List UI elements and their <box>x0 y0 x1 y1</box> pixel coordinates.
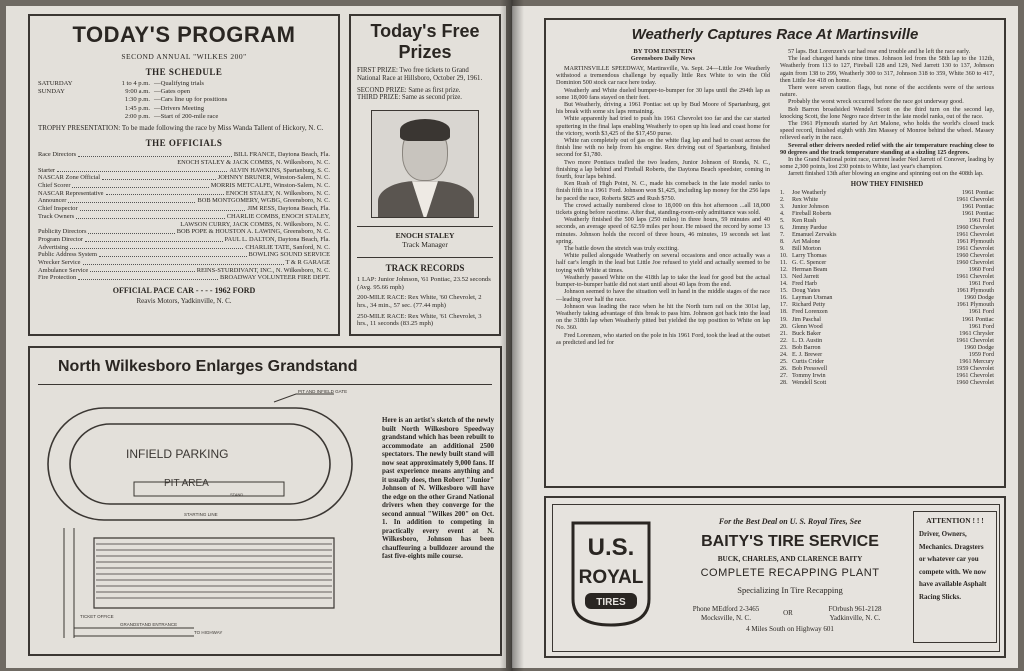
svg-text:U.S.: U.S. <box>587 534 635 561</box>
finisher-row <box>780 302 994 309</box>
finisher-name: G. C. Spencer <box>792 260 827 267</box>
grandstand-title: North Wilkesboro Enlarges Grandstand <box>58 358 358 375</box>
program-title: TODAY'S PROGRAM <box>72 22 296 47</box>
finisher-name: Jim Paschal <box>792 316 821 323</box>
schedule-day: SATURDAY <box>38 80 73 87</box>
photo-title: Track Manager <box>402 240 448 250</box>
official-role: NASCAR Representative <box>38 189 104 197</box>
finisher-row <box>780 190 994 197</box>
article-paragraph: Weatherly and White dueled bumper-to-bumper for 30 laps until the 294th lap as some 18,000 fans stayed on their feet. <box>556 86 770 101</box>
article-paragraph: White apparently had tried to push his 1961 Chevrolet too far and the car started sputtering in the final laps enabling Weatherly to open up his lead and coast home for the victory, worth $3,425 of the $17,450 purse. <box>556 115 770 137</box>
finisher-car: 1961 Pontiac <box>962 316 994 323</box>
finisher-car: 1961 Plymouth <box>956 288 994 295</box>
official-role: Race Directors <box>38 151 77 159</box>
finisher-row <box>780 338 994 345</box>
article-paragraph: 57 laps. But Lorenzen's car had rear end trouble and he left the race early. <box>788 48 971 55</box>
pace-dealer: Reavis Motors, Yadkinville, N. C. <box>136 297 232 306</box>
attention-text: Driver, Owners, Mechanics. Dragsters or whatever car you compete with. We now have available Asphalt Racing Slicks. <box>919 530 987 601</box>
finisher-name: Doug Yates <box>792 288 821 295</box>
article-paragraph: In the Grand National point race, current leader Ned Jarrett of Conover, leading by some 2,300 points, lost 230 points to White, last year's champion. <box>780 156 994 171</box>
finisher-row <box>780 281 994 288</box>
finisher-row <box>780 288 994 295</box>
official-role: Chief Inspector <box>38 205 78 213</box>
finisher-row <box>780 197 994 204</box>
official-role: Ambulance Service <box>38 266 89 274</box>
finisher-row <box>780 352 994 359</box>
finisher-car: 1961 Ford <box>968 217 994 224</box>
finisher-name: Curtis Crider <box>792 358 824 365</box>
official-row <box>38 221 330 229</box>
finisher-name: Fireball Roberts <box>792 210 832 217</box>
finisher-pos: 7. <box>780 231 785 238</box>
record-1: 1 LAP: Junior Johnson, '61 Pontiac, 23.52 seconds (Avg. 95.66 mph) <box>357 276 491 291</box>
schedule-row <box>38 105 330 113</box>
official-row <box>38 228 330 236</box>
official-role: NASCAR Zone Official <box>38 174 101 182</box>
schedule-day <box>38 113 116 121</box>
official-name: REINS-STURDIVANT, INC., N. Wilkesboro, N. C. <box>196 266 330 274</box>
trophy-presentation: TROPHY PRESENTATION: To be made following the race by Miss Wanda Tallent of Hickory, N. C. <box>38 124 324 133</box>
official-row <box>38 236 330 244</box>
official-name: PAUL L. DALTON, Daytona Beach, Fla. <box>224 235 330 243</box>
finisher-pos: 18. <box>780 309 788 316</box>
finisher-name: Richard Petty <box>792 302 826 309</box>
official-row <box>38 259 330 267</box>
official-row <box>38 197 330 205</box>
finisher-car: 1961 Pontiac <box>962 210 994 217</box>
official-row <box>38 174 330 182</box>
finisher-row <box>780 211 994 218</box>
finisher-car: 1961 Mercury <box>959 358 994 365</box>
finisher-pos: 27. <box>780 372 788 379</box>
finisher-row <box>780 359 994 366</box>
finisher-pos: 28. <box>780 379 788 386</box>
article-paragraph: The lead changed hands nine times. Johnson led from the 58th lap to the 112th, Weatherly from 113 to 127, Fireball 128 and 129, Ned Jarrett 130 to 137, Johnson again from 138 to 299, Weatherly 300 to 317, Johnson 318 to 359, White 360 to 417, then Little Joe 418 on home. <box>780 55 994 84</box>
grandstand-text: Here is an artist's sketch of the newly built North Wilkesboro Speedway grandstand which has been rebuilt to accommodate an additional 2500 spectators. The newly built stand will now seat approximately 9,000 fans. If past experience means anything and it usually does, then Robert "Junior" Johnson of N. Wilkesboro will have the edge on the other Grand National drivers when they converge for the second annual "Wilkes 200" on Oct. 1. In addition to competing in practically every event at N. Wilkesboro, Johnson has been chauffeuring a bulldozer around the fast five-eights mile course. <box>382 416 494 560</box>
finisher-name: Rex White <box>792 196 819 203</box>
official-name: CHARLIE COMBS, ENOCH STALEY, <box>226 212 330 220</box>
ad-specializing: Specializing In Tire Recapping <box>737 585 843 595</box>
schedule-event: —Drivers Meeting <box>154 104 204 112</box>
finisher-car: 1961 Chevrolet <box>956 246 994 253</box>
official-row <box>38 182 330 190</box>
finisher-row <box>780 366 994 373</box>
finisher-row <box>780 380 994 387</box>
schedule-list <box>38 80 330 121</box>
finisher-pos: 1. <box>780 189 785 196</box>
finisher-pos: 19. <box>780 316 788 323</box>
finisher-name: Art Malone <box>792 238 821 245</box>
official-role: Chief Scorer <box>38 182 71 190</box>
finisher-name: Ned Jarrett <box>792 274 819 281</box>
schedule-time: 1:45 p.m. <box>124 104 150 112</box>
finish-title: HOW THEY FINISHED <box>850 180 924 188</box>
finisher-pos: 17. <box>780 302 788 309</box>
article-paragraph: There were seven caution flags, but none of the accidents were of the serious nature. <box>780 84 994 99</box>
finisher-pos: 11. <box>780 260 788 267</box>
article-paragraph: The crowd actually numbered close to 18,000 on this hot afternoon ...all 18,000 tickets going before racetime. After that, standing-room-only admittance was sold. <box>556 201 770 217</box>
records-title: TRACK RECORDS <box>357 257 493 273</box>
official-role: Advertising <box>38 243 69 251</box>
record-3: 250-MILE RACE: Rex White, '61 Chevrolet, 3 hrs., 11 seconds (83.25 mph) <box>357 312 482 328</box>
ad-business-name: BAITY'S TIRE SERVICE <box>701 533 879 550</box>
finisher-row <box>780 267 994 274</box>
article-paragraph: Bob Barron broadsided Wendell Scott on the third turn on the second lap, knocking Scott, the lone Negro race driver in the late model ranks, out of the race. <box>780 105 994 120</box>
book-gutter <box>500 0 524 671</box>
finisher-car: 1961 Pontiac <box>962 203 994 210</box>
article-box <box>544 18 1006 488</box>
finisher-name: Larry Thomas <box>792 253 827 260</box>
article-paragraph: Ken Rush of High Point, N. C., made his comeback in the late model ranks to finish fifth in a 1961 Ford. Johnson won $1,425, including lap money for the 256 laps he paced the race, Roberts $825 and Rush $750. <box>556 180 770 202</box>
grandstand-box <box>28 346 502 656</box>
record-2: 200-MILE RACE: Rex White, '60 Chevrolet, 2 hrs., 34 min., 57 sec. (77.44 mph) <box>357 294 482 309</box>
official-name: BROADWAY VOLUNTEER FIRE DEPT. <box>219 274 330 282</box>
second-prize: SECOND PRIZE: Same as first prize. <box>357 86 461 94</box>
official-row <box>38 251 330 259</box>
finisher-pos: 4. <box>780 210 785 217</box>
pit-gate-label: PIT AND INFIELD GATE <box>298 389 348 394</box>
schedule-event: —Start of 200-mile race <box>154 112 219 120</box>
ad-phone-1: Phone MEdford 2-3465 Mocksville, N. C. <box>692 605 760 622</box>
ad-or: OR <box>783 609 793 617</box>
infield-label: INFIELD PARKING <box>126 447 229 461</box>
first-prize: FIRST PRIZE: Two free tickets to Grand National Race at Hillsboro, October 29, 1961. <box>357 67 483 82</box>
program-box <box>28 14 340 336</box>
finisher-name: L. D. Austin <box>792 337 823 344</box>
finisher-car: 1961 Ford <box>968 309 994 316</box>
official-role: Starter <box>38 166 56 174</box>
official-role: Public Address System <box>38 251 97 259</box>
official-row <box>38 190 330 198</box>
ad-frame <box>552 504 1000 652</box>
prizes-title: Today's Free Prizes <box>370 21 480 62</box>
official-name: ENOCH STALEY, N. Wilkesboro, N. C. <box>225 189 330 197</box>
schedule-time: 2:00 p.m. <box>124 112 150 120</box>
finisher-row <box>780 239 994 246</box>
finisher-car: 1961 Chevrolet <box>956 372 994 379</box>
official-name: JOHNNY BRUNER, Winston-Salem, N. C. <box>217 174 330 182</box>
official-role: Track Owners <box>38 212 75 220</box>
official-role: Wrecker Service <box>38 259 81 267</box>
finisher-name: Junior Johnson <box>792 203 829 210</box>
official-role: Fire Protection <box>38 274 77 282</box>
official-name: BOWLING SOUND SERVICE <box>248 251 330 259</box>
prizes-box <box>349 14 501 336</box>
tire-ad <box>544 496 1006 658</box>
pit-label: PIT AREA <box>164 478 209 489</box>
finisher-row <box>780 218 994 225</box>
finisher-car: 1959 Ford <box>968 351 994 358</box>
finisher-car: 1960 Chevrolet <box>956 379 994 386</box>
finisher-name: Herman Beam <box>792 267 828 274</box>
article-paragraph: The 1961 Plymouth started by Art Malone, who holds the world's closed track speed record, finished eighth with Jim Massey of Monroe behind the wheel. Massey relieved early in the race. <box>780 120 994 142</box>
finisher-row <box>780 373 994 380</box>
ad-headline: For the Best Deal on U. S. Royal Tires, See <box>718 517 862 526</box>
article-column-1 <box>556 48 770 488</box>
official-row <box>38 213 330 221</box>
officials-list <box>38 151 330 282</box>
finisher-row <box>780 309 994 316</box>
schedule-day <box>38 96 116 104</box>
finisher-car: 1960 Dodge <box>964 295 994 302</box>
finisher-pos: 8. <box>780 238 785 245</box>
highway-label: TO HIGHWAY <box>194 630 223 635</box>
finisher-name: Bob Presswell <box>792 365 828 372</box>
finisher-car: 1961 Plymouth <box>956 302 994 309</box>
schedule-row <box>38 80 330 88</box>
article-paragraph: Johnson seemed to have the situation well in hand in the middle stages of the race—leading over half the race. <box>556 288 770 303</box>
finisher-car: 1960 Dodge <box>964 344 994 351</box>
finisher-car: 1961 Plymouth <box>956 238 994 245</box>
third-prize: THIRD PRIZE: Same as second prize. <box>357 94 462 102</box>
official-name: BOB MONTGOMERY, WGBG, Greensboro, N. C. <box>197 197 330 205</box>
official-name: T & R GARAGE <box>285 259 330 267</box>
finisher-pos: 2. <box>780 196 785 203</box>
schedule-event: —Qualifying trials <box>154 80 204 87</box>
svg-text:ROYAL: ROYAL <box>578 567 644 588</box>
finisher-name: E. J. Brewer <box>792 351 823 358</box>
article-paragraph: The battle down the stretch was truly exciting. <box>564 245 679 253</box>
finisher-pos: 12. <box>780 267 788 274</box>
finisher-row <box>780 204 994 211</box>
official-name: JIM RESS, Daytona Beach, Fla. <box>247 205 330 213</box>
finisher-name: Bill Morton <box>792 246 821 253</box>
finisher-name: Jimmy Pardue <box>792 224 828 231</box>
left-page <box>6 6 506 668</box>
program-subtitle: SECOND ANNUAL "WILKES 200" <box>121 52 247 61</box>
official-name: BOB POPE & HOUSTON A. LAWING, Greensboro, N. C. <box>176 228 330 236</box>
finisher-car: 1961 Chevrolet <box>956 196 994 203</box>
finisher-pos: 14. <box>780 281 788 288</box>
official-row <box>38 151 330 159</box>
finisher-car: 1961 Chevrolet <box>956 231 994 238</box>
article-paragraph: Jarrett finished 13th after blowing an engine and spinning out on the 408th lap. <box>788 170 984 178</box>
finisher-name: Layman Utsman <box>792 295 833 302</box>
finisher-name: Bob Barron <box>792 344 821 351</box>
finisher-pos: 9. <box>780 246 785 253</box>
entrance-label: GRANDSTAND ENTRANCE <box>120 622 178 627</box>
finisher-pos: 21. <box>780 330 788 337</box>
article-paragraph: Several other drivers needed relief with the air temperature reaching close to 90 degrees and the track temperature standing at a sizzling 125 degrees. <box>780 141 994 156</box>
article-paragraph: But Weatherly, driving a 1961 Pontiac set up by Bud Moore of Spartanburg, got his break with some six laps remaining. <box>556 101 770 116</box>
article-paragraph: Weatherly finished the 500 laps (250 miles) in three hours, 59 minutes and 40 seconds, an average speed of 62.59 miles per hour. He missed the record by some 13 minutes. Johnson holds the record of three hours, 46 minutes, 19 seconds set last spring. <box>556 216 770 245</box>
finisher-row <box>780 260 994 267</box>
finisher-row <box>780 295 994 302</box>
finisher-row <box>780 274 994 281</box>
official-name: MORRIS METCALFE, Winston-Salem, N. C. <box>210 182 330 190</box>
official-name: BILL FRANCE, Daytona Beach, Fla. <box>233 151 330 159</box>
finisher-car: 1960 Chevrolet <box>956 253 994 260</box>
article-paragraph: Two more Pontiacs trailed the two leaders, Junior Johnson of Ronda, N. C., finishing a lap behind and Fireball Roberts, the Daytona Beach speedster, coming in fourth, four laps behind. <box>556 158 770 181</box>
official-role: Announcer <box>38 197 67 205</box>
starting-line-label: STARTING LINE <box>184 512 218 517</box>
schedule-row <box>38 96 330 104</box>
finisher-name: Emanuel Zervakis <box>792 231 837 238</box>
finisher-pos: 22. <box>780 337 788 344</box>
schedule-row <box>38 88 330 96</box>
finisher-name: Wendell Scott <box>792 379 827 386</box>
article-column-2 <box>780 48 994 488</box>
article-paragraph: MARTINSVILLE SPEEDWAY, Martinsville, Va. Sept. 24—Little Joe Weatherly withstood a tremendous challenge by equally little Rex White to win the Old Dominion 500 stock car race here today. <box>556 65 770 87</box>
ad-owners: BUCK, CHARLES, AND CLARENCE BAITY <box>717 555 863 563</box>
article-paragraph: Probably the worst wreck occurred before the race got underway good. <box>788 98 964 106</box>
finisher-row <box>780 317 994 324</box>
article-headline: Weatherly Captures Race At Martinsville <box>631 26 919 43</box>
ticket-office-label: TICKET OFFICE <box>80 614 114 619</box>
attention-box <box>913 511 997 643</box>
official-role: Program Director <box>38 235 83 243</box>
official-row <box>38 167 330 175</box>
official-row <box>38 267 330 275</box>
finisher-name: Tommy Irwin <box>792 372 826 379</box>
attention-title: ATTENTION ! ! ! <box>926 516 984 525</box>
official-name: ENOCH STALEY & JACK COMBS, N. Wilkesboro, N. C. <box>177 158 330 166</box>
ad-location: 4 Miles South on Highway 601 <box>746 625 834 633</box>
finisher-row <box>780 232 994 239</box>
svg-text:TIRES: TIRES <box>596 597 626 608</box>
schedule-time: 1:30 p.m. <box>124 96 150 104</box>
finisher-pos: 23. <box>780 344 788 351</box>
finisher-name: Joe Weatherly <box>792 189 827 196</box>
finisher-name: Fred Lorenzen <box>792 309 828 316</box>
byline: BY TOM EINSTEIN <box>633 48 693 55</box>
track-map <box>34 388 380 654</box>
finisher-row <box>780 246 994 253</box>
finisher-name: Glenn Wood <box>792 323 823 330</box>
finisher-car: 1960 Chevrolet <box>956 224 994 231</box>
finisher-row <box>780 225 994 232</box>
schedule-day <box>38 105 116 113</box>
article-paragraph: Johnson was leading the race when he hit the North turn rail on the 301st lap, Weatherly taking advantage of this break to pass him. Johnson got back into the lead on the 318th lap when Weatherly pitted but yielded the top position to White on lap No. 360. <box>556 302 770 332</box>
official-name: CHARLIE TATE, Sanford, N. C. <box>245 243 330 251</box>
official-row <box>38 159 330 167</box>
finisher-car: 1959 Chevrolet <box>956 365 994 372</box>
finisher-car: 1961 Chrysler <box>959 330 994 337</box>
finisher-pos: 3. <box>780 203 785 210</box>
finisher-pos: 13. <box>780 274 788 281</box>
stand-label: STAND <box>230 492 244 497</box>
schedule-time: 1 to 4 p.m. <box>121 80 150 87</box>
official-name: LAWSON CURRY, JACK COMBS, N. Wilkesboro, N. C. <box>180 220 330 228</box>
pace-car: OFFICIAL PACE CAR - - - - 1962 FORD <box>112 286 256 296</box>
article-paragraph: White pulled alongside Weatherly on several occasions and once actually was a half car's length in the lead but Little Joe refused to yield and actually seemed to be toying with White at times. <box>556 252 770 274</box>
manager-photo <box>371 110 479 218</box>
ad-plant: COMPLETE RECAPPING PLANT <box>700 567 880 579</box>
finisher-pos: 10. <box>780 253 788 260</box>
finisher-name: Fred Harb <box>792 281 817 288</box>
finisher-row <box>780 324 994 331</box>
finisher-name: Ken Rush <box>792 217 817 224</box>
finisher-car: 1960 Chevrolet <box>956 260 994 267</box>
finisher-name: Buck Baker <box>792 330 821 337</box>
finisher-row <box>780 253 994 260</box>
finisher-car: 1961 Ford <box>968 323 994 330</box>
ad-phone-2: FOrbush 961-2128 Yadkinville, N. C. <box>828 605 882 622</box>
finisher-pos: 26. <box>780 365 788 372</box>
finisher-pos: 5. <box>780 217 785 224</box>
finisher-car: 1961 Ford <box>968 281 994 288</box>
paper-name: Greensboro Daily News <box>630 55 696 62</box>
right-page <box>512 6 1018 668</box>
schedule-day: SUNDAY <box>38 88 65 96</box>
finisher-pos: 20. <box>780 323 788 330</box>
finisher-car: 1961 Chevrolet <box>956 337 994 344</box>
schedule-row <box>38 113 330 121</box>
finisher-pos: 24. <box>780 351 788 358</box>
official-name: ALVIN HAWKINS, Spartanburg, S. C. <box>229 166 330 174</box>
official-role: Publicity Directors <box>38 228 87 236</box>
photo-name: ENOCH STALEY <box>357 226 493 240</box>
official-row <box>38 244 330 252</box>
finisher-car: 1961 Chevrolet <box>956 274 994 281</box>
schedule-event: —Cars line up for positions <box>154 96 228 104</box>
finisher-pos: 25. <box>780 358 788 365</box>
finisher-pos: 6. <box>780 224 785 231</box>
article-paragraph: Fred Lorenzen, who started on the pole in his 1961 Ford, took the lead at the outset as predicted and led for <box>556 331 770 346</box>
official-row <box>38 274 330 282</box>
us-royal-logo <box>569 519 653 629</box>
article-paragraph: Weatherly passed White on the 418th lap to take the lead for good but the actual bumper-to-bumper battle did not start until about 40 laps from the end. <box>556 273 770 289</box>
schedule-title: THE SCHEDULE <box>145 67 223 77</box>
finisher-pos: 16. <box>780 295 788 302</box>
finisher-car: 1961 Pontiac <box>962 189 994 196</box>
officials-title: THE OFFICIALS <box>145 138 223 149</box>
official-row <box>38 205 330 213</box>
article-paragraph: White ran completely out of gas on the white flag lap and had to coast across the finish line with no help from his engine. Rex driving out of Spartanburg, finished second for $1,780. <box>556 137 770 159</box>
finisher-pos: 15. <box>780 288 788 295</box>
schedule-time: 9:00 a.m. <box>125 88 150 96</box>
schedule-event: —Gates open <box>154 88 191 96</box>
finisher-row <box>780 345 994 352</box>
finisher-car: 1960 Ford <box>968 267 994 274</box>
finisher-row <box>780 331 994 338</box>
